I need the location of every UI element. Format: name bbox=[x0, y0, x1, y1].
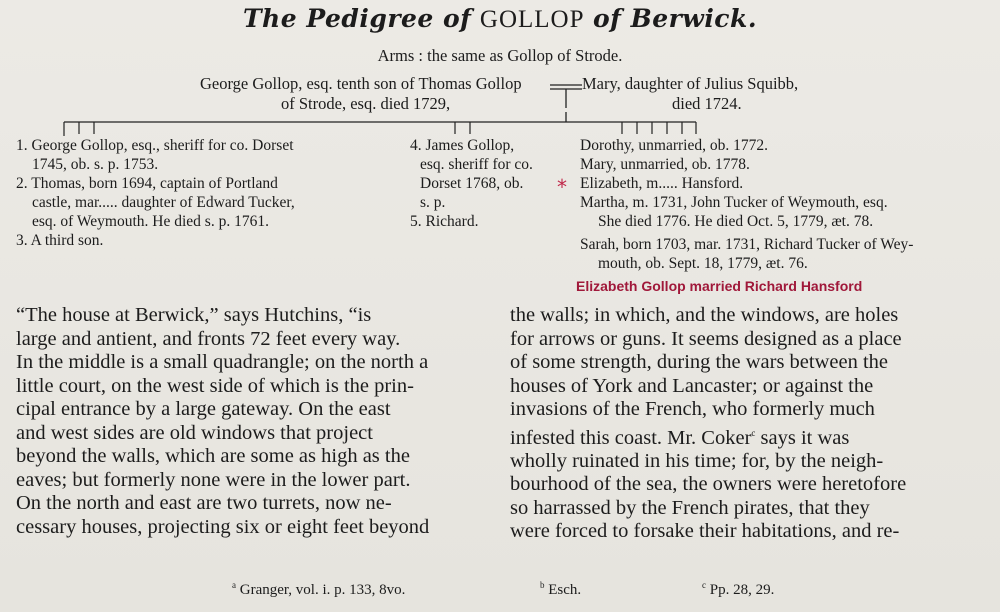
footnote-c-mark: c bbox=[702, 580, 706, 590]
child-martha: Martha, m. 1731, John Tucker of Weymouth, esq. bbox=[580, 194, 888, 211]
body-line: cipal entrance by a large gateway. On the east bbox=[16, 398, 391, 420]
child-george: 1. George Gollop, esq., sheriff for co. Dorset bbox=[16, 137, 294, 154]
body-line: invasions of the French, who formerly much bbox=[510, 398, 875, 420]
footnote-c-text: Pp. 28, 29. bbox=[709, 582, 775, 598]
child-dorothy: Dorothy, unmarried, ob. 1772. bbox=[580, 137, 768, 154]
body-column-left bbox=[16, 304, 494, 539]
mother-line-2: died 1724. bbox=[672, 94, 742, 113]
child-thomas-cont2: esq. of Weymouth. He died s. p. 1761. bbox=[32, 213, 269, 230]
body-line: and west sides are old windows that project bbox=[16, 421, 373, 444]
father-line-2: of Strode, esq. died 1729, bbox=[281, 94, 451, 113]
child-richard: 5. Richard. bbox=[410, 213, 479, 230]
child-sarah: Sarah, born 1703, mar. 1731, Richard Tucker of Wey- bbox=[580, 236, 914, 253]
title-name: GOLLOP bbox=[479, 6, 585, 33]
body-column-right bbox=[510, 304, 988, 544]
body-line: houses of York and Lancaster; or against the bbox=[510, 374, 874, 397]
body-line: large and antient, and fronts 72 feet every way. bbox=[16, 327, 401, 350]
child-martha-cont: She died 1776. He died Oct. 5, 1779, æt. 78. bbox=[598, 213, 874, 230]
body-line: “The house at Berwick,” says Hutchins, “is bbox=[16, 304, 372, 326]
child-james-cont1: esq. sheriff for co. bbox=[420, 156, 533, 173]
annotation-caption: Elizabeth Gollop married Richard Hansford bbox=[576, 278, 863, 294]
body-line: little court, on the west side of which is the prin- bbox=[16, 374, 414, 397]
body-line: the walls; in which, and the windows, are holes bbox=[510, 304, 899, 326]
body-line: were forced to forsake their habitations, and re- bbox=[510, 520, 900, 543]
child-james-cont2: Dorset 1768, ob. bbox=[420, 175, 524, 192]
body-line-coker bbox=[510, 422, 988, 450]
mother-line-1: Mary, daughter of Julius Squibb, bbox=[582, 74, 799, 93]
arms-line: Arms : the same as Gollop of Strode. bbox=[377, 46, 623, 65]
body-text: infested this coast. Mr. Coker bbox=[510, 426, 752, 449]
child-sarah-cont: mouth, ob. Sept. 18, 1779, æt. 76. bbox=[598, 255, 808, 272]
child-george-cont: 1745, ob. s. p. 1753. bbox=[32, 156, 159, 173]
father-line-1: George Gollop, esq. tenth son of Thomas Gollop bbox=[200, 74, 522, 93]
body-line: beyond the walls, which are some as high as the bbox=[16, 445, 410, 467]
footnote-ref-c: c bbox=[751, 427, 756, 438]
child-james: 4. James Gollop, bbox=[410, 137, 515, 154]
body-line: On the north and east are two turrets, now ne- bbox=[16, 492, 392, 514]
child-mary: Mary, unmarried, ob. 1778. bbox=[580, 156, 750, 173]
footnote-b-text: Esch. bbox=[548, 582, 582, 598]
body-text: says it was bbox=[760, 426, 850, 449]
child-james-cont3: s. p. bbox=[420, 194, 446, 211]
footnote-a-text: Granger, vol. i. p. 133, 8vo. bbox=[239, 582, 406, 598]
child-thomas: 2. Thomas, born 1694, captain of Portland bbox=[16, 175, 278, 192]
footnote-a-mark: a bbox=[232, 580, 236, 590]
child-third-son: 3. A third son. bbox=[16, 232, 104, 249]
child-thomas-cont1: castle, mar..... daughter of Edward Tucker, bbox=[32, 194, 295, 211]
body-line: for arrows or guns. It seems designed as a place bbox=[510, 327, 902, 350]
child-elizabeth: Elizabeth, m..... Hansford. bbox=[580, 175, 744, 192]
title-suffix: of Berwick. bbox=[592, 4, 758, 33]
body-line: bourhood of the sea, the owners were heretofore bbox=[510, 473, 907, 496]
title-prefix: The Pedigree of bbox=[242, 4, 472, 33]
footnote-b bbox=[540, 580, 581, 599]
body-line: In the middle is a small quadrangle; on the north a bbox=[16, 351, 429, 373]
body-line: so harrassed by the French pirates, that they bbox=[510, 496, 870, 519]
footnote-c bbox=[702, 580, 774, 599]
pedigree-lines bbox=[0, 0, 1000, 140]
footnote-b-mark: b bbox=[540, 580, 545, 590]
body-line: eaves; but formerly none were in the lower part. bbox=[16, 468, 411, 491]
footnote-a bbox=[232, 580, 405, 599]
body-line: of some strength, during the wars between the bbox=[510, 351, 889, 373]
body-line: wholly ruinated in his time; for, by the neigh- bbox=[510, 449, 884, 472]
asterisk-marker: * bbox=[557, 175, 567, 199]
body-line: cessary houses, projecting six or eight feet beyond bbox=[16, 515, 430, 538]
